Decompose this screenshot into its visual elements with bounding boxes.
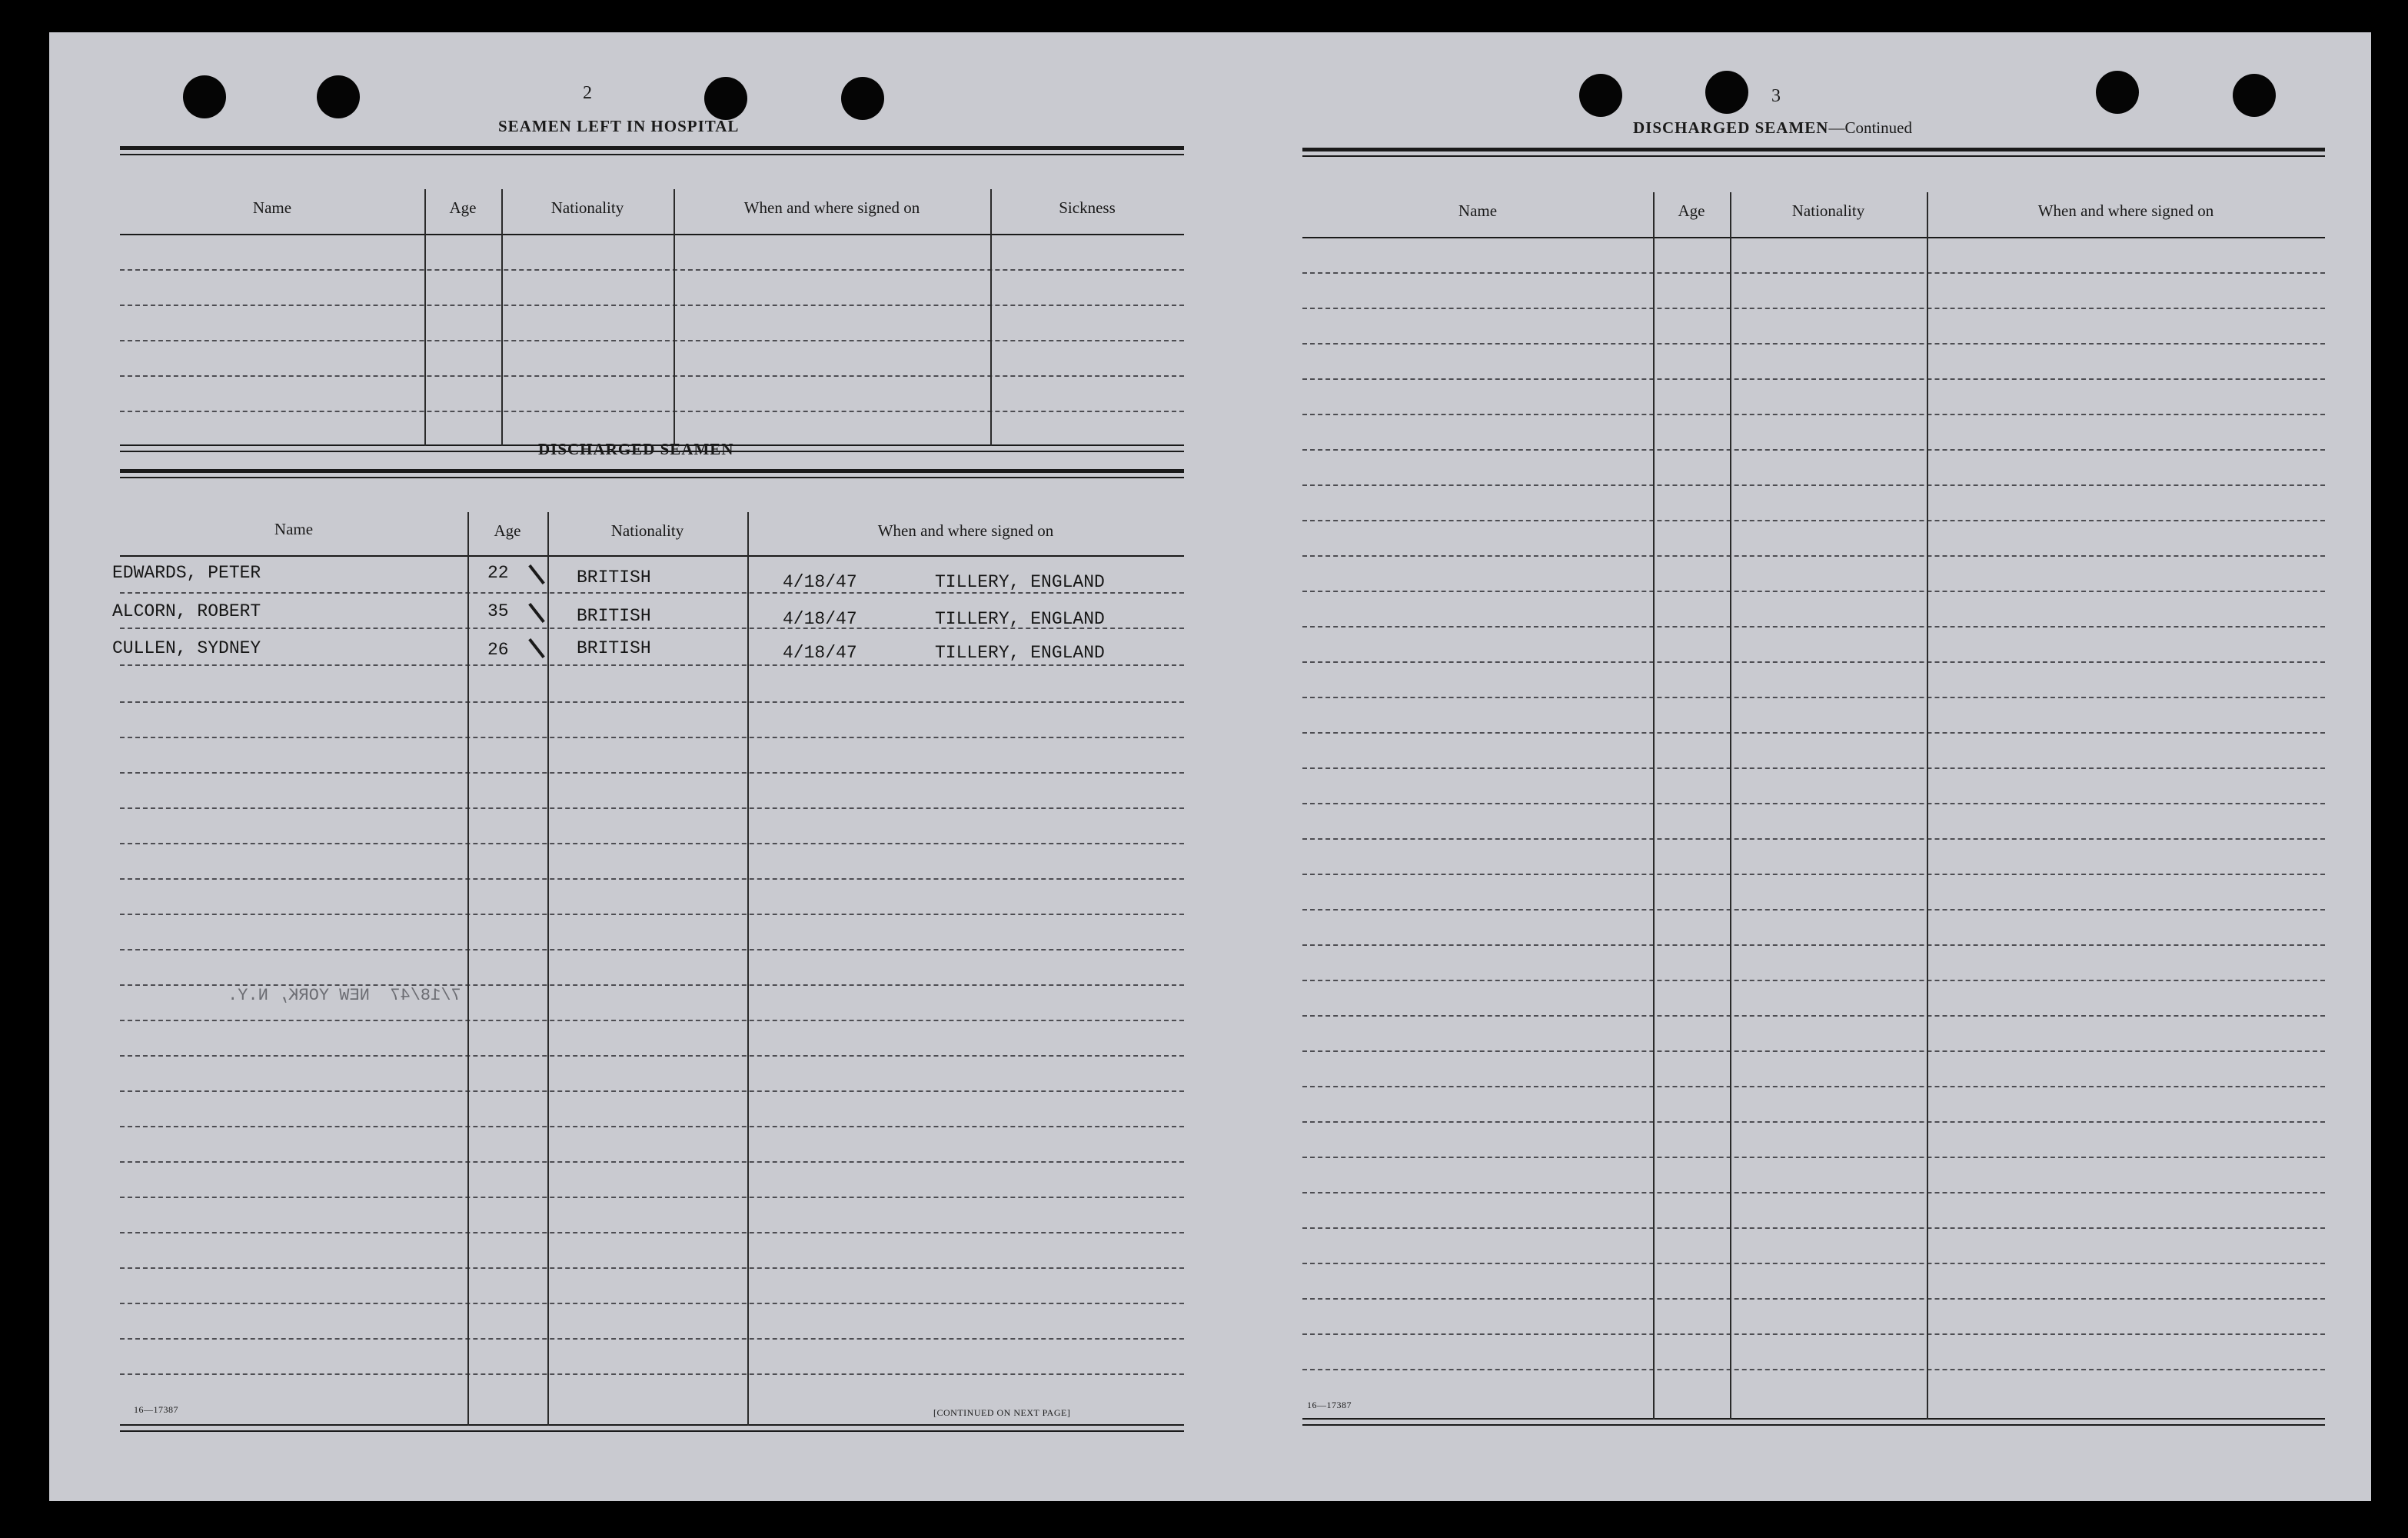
col-header-nationality: Nationality xyxy=(1791,201,1865,220)
discharged-continued-table xyxy=(1302,148,2325,1440)
cell-age: 26 xyxy=(487,640,509,660)
cell-name: EDWARDS, PETER xyxy=(112,563,261,583)
col-header-signed-on: When and where signed on xyxy=(877,521,1054,540)
punch-hole xyxy=(1579,74,1622,117)
cell-nationality: BRITISH xyxy=(577,568,651,588)
col-header-age: Age xyxy=(494,521,521,540)
col-header-sickness: Sickness xyxy=(1059,198,1116,217)
cell-place: TILLERY, ENGLAND xyxy=(935,609,1105,629)
cell-date: 4/18/47 xyxy=(783,609,857,629)
cell-age: 35 xyxy=(487,601,509,621)
cell-date: 4/18/47 xyxy=(783,572,857,592)
continued-note: [CONTINUED ON NEXT PAGE] xyxy=(933,1407,1071,1418)
form-number: 16—17387 xyxy=(134,1404,178,1415)
cell-name: CULLEN, SYDNEY xyxy=(112,638,261,658)
check-mark xyxy=(528,564,545,584)
cell-age: 22 xyxy=(487,563,509,583)
punch-hole xyxy=(2233,74,2276,117)
punch-hole xyxy=(704,77,747,120)
discharged-section-title: DISCHARGED SEAMEN xyxy=(538,440,734,458)
col-header-nationality: Nationality xyxy=(550,198,624,217)
punch-hole xyxy=(317,75,360,118)
bleed-through-text: 7/18/47 NEW YORK, N.Y. xyxy=(228,986,461,1005)
punch-hole xyxy=(2096,71,2139,114)
form-number: 16—17387 xyxy=(1307,1400,1352,1410)
punch-hole xyxy=(183,75,226,118)
cell-date: 4/18/47 xyxy=(783,643,857,663)
col-header-name: Name xyxy=(274,520,314,538)
check-mark xyxy=(528,603,545,623)
punch-hole xyxy=(841,77,884,120)
cell-place: TILLERY, ENGLAND xyxy=(935,572,1105,592)
discharged-table xyxy=(112,469,1184,1438)
col-header-nationality: Nationality xyxy=(610,521,684,540)
col-header-name: Name xyxy=(252,198,292,217)
col-header-age: Age xyxy=(1678,201,1705,220)
cell-place: TILLERY, ENGLAND xyxy=(935,643,1105,663)
hospital-table xyxy=(120,146,1184,454)
col-header-age: Age xyxy=(449,198,477,217)
col-header-name: Name xyxy=(1458,201,1498,220)
punch-hole xyxy=(1705,71,1748,114)
col-header-signed-on: When and where signed on xyxy=(743,198,920,217)
check-mark xyxy=(528,638,545,658)
cell-nationality: BRITISH xyxy=(577,606,651,626)
cell-nationality: BRITISH xyxy=(577,638,651,658)
col-header-signed-on: When and where signed on xyxy=(2037,201,2214,220)
right-page xyxy=(1218,32,2371,1501)
cell-name: ALCORN, ROBERT xyxy=(112,601,261,621)
left-page xyxy=(49,32,1218,1501)
page-number: 3 xyxy=(1771,86,1781,106)
section-title: DISCHARGED SEAMEN—Continued xyxy=(1633,118,1912,137)
document-sheet xyxy=(49,32,2371,1501)
hospital-section-title: SEAMEN LEFT IN HOSPITAL xyxy=(498,117,740,135)
page-number: 2 xyxy=(583,83,592,103)
